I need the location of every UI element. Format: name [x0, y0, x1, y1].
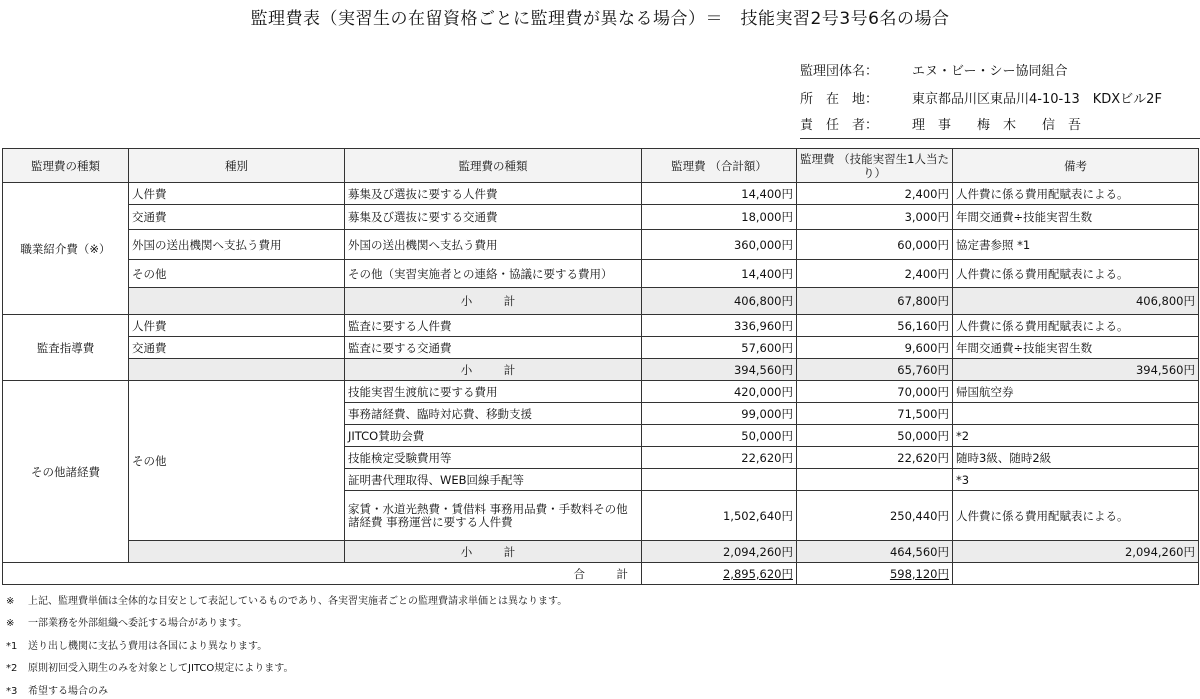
subtotal-remarks: 406,800円 — [953, 288, 1199, 315]
table-row — [3, 260, 1199, 288]
per-person-cell: 2,400円 — [797, 260, 953, 288]
table-row — [3, 183, 1199, 205]
header-kind: 監理費の種類 — [345, 149, 642, 183]
total-cell: 22,620円 — [642, 447, 797, 469]
kind-cell: 外国の送出機関へ支払う費用 — [345, 230, 642, 260]
per-person-cell: 60,000円 — [797, 230, 953, 260]
subtotal-row — [3, 359, 1199, 381]
kind-cell: 募集及び選抜に要する人件費 — [345, 183, 642, 205]
subtotal-remarks: 2,094,260円 — [953, 541, 1199, 563]
category-cell: その他諸経費 — [3, 381, 129, 563]
table-row — [3, 337, 1199, 359]
subtotal-row — [3, 541, 1199, 563]
footnote — [6, 614, 247, 629]
kind-cell: 監査に要する交通費 — [345, 337, 642, 359]
subtotal-spacer — [129, 541, 345, 563]
type-cell: その他 — [129, 381, 345, 541]
type-cell: 人件費 — [129, 183, 345, 205]
subtotal-row — [3, 288, 1199, 315]
org-name-label: 監理団体名： — [800, 64, 879, 79]
total-cell: 1,502,640円 — [642, 491, 797, 541]
org-name-row — [800, 58, 1200, 86]
per-person-cell: 2,400円 — [797, 183, 953, 205]
org-address-label: 所 在 地： — [800, 92, 879, 107]
page-title: 監理費表（実習生の在留資格ごとに監理費が異なる場合）＝ 技能実習2号3号6名の場合 — [250, 9, 950, 29]
kind-cell: その他（実習実施者との連絡・協議に要する費用） — [345, 260, 642, 288]
table-header-row — [3, 149, 1199, 183]
table-row — [3, 315, 1199, 337]
total-cell: 360,000円 — [642, 230, 797, 260]
total-cell: 14,400円 — [642, 260, 797, 288]
footnote-mark: *2 — [6, 663, 18, 674]
subtotal-per-person: 464,560円 — [797, 541, 953, 563]
kind-cell: 募集及び選抜に要する交通費 — [345, 205, 642, 230]
remarks-cell: 人件費に係る費用配賦表による。 — [953, 315, 1199, 337]
footnote-text: 送り出し機関に支払う費用は各国により異なります。 — [28, 641, 268, 652]
kind-cell: 証明書代理取得、WEB回線手配等 — [345, 469, 642, 491]
grand-total-remarks — [953, 563, 1199, 585]
per-person-cell: 71,500円 — [797, 403, 953, 425]
remarks-cell: 人件費に係る費用配賦表による。 — [953, 491, 1199, 541]
footnote — [6, 682, 108, 697]
org-name: エヌ・ビー・シー協同組合 — [912, 64, 1068, 79]
subtotal-total: 406,800円 — [642, 288, 797, 315]
grand-total-total: 2,895,620円 — [642, 563, 797, 585]
per-person-cell: 250,440円 — [797, 491, 953, 541]
org-address: 東京都品川区東品川4-10-13 KDXビル2F — [912, 92, 1162, 107]
org-responsible-row — [800, 114, 1200, 139]
type-cell: 人件費 — [129, 315, 345, 337]
remarks-cell: 年間交通費÷技能実習生数 — [953, 337, 1199, 359]
kind-cell: 技能検定受験費用等 — [345, 447, 642, 469]
table-row — [3, 381, 1199, 403]
footnote — [6, 659, 293, 674]
total-cell — [642, 469, 797, 491]
per-person-cell: 70,000円 — [797, 381, 953, 403]
per-person-cell: 9,600円 — [797, 337, 953, 359]
remarks-cell: 随時3級、随時2級 — [953, 447, 1199, 469]
subtotal-remarks: 394,560円 — [953, 359, 1199, 381]
subtotal-label: 小 計 — [345, 541, 642, 563]
footnote — [6, 637, 267, 652]
per-person-cell: 22,620円 — [797, 447, 953, 469]
type-cell: 交通費 — [129, 205, 345, 230]
category-cell: 監査指導費 — [3, 315, 129, 381]
footnote-text: 上記、監理費単価は全体的な目安として表記しているものであり、各実習実施者ごとの監理費請求単価とは異なります。 — [28, 596, 568, 607]
total-cell: 420,000円 — [642, 381, 797, 403]
grand-total-row — [3, 563, 1199, 585]
remarks-cell: 年間交通費÷技能実習生数 — [953, 205, 1199, 230]
per-person-cell — [797, 469, 953, 491]
subtotal-per-person: 65,760円 — [797, 359, 953, 381]
remarks-cell: *3 — [953, 469, 1199, 491]
header-per-person: 監理費 （技能実習生1人当たり） — [797, 149, 953, 183]
subtotal-label: 小 計 — [345, 288, 642, 315]
org-responsible-label: 責 任 者： — [800, 118, 879, 133]
kind-cell: 事務諸経費、臨時対応費、移動支援 — [345, 403, 642, 425]
table-row — [3, 205, 1199, 230]
per-person-cell: 56,160円 — [797, 315, 953, 337]
header-category: 監理費の種類 — [3, 149, 129, 183]
footnote-mark: ※ — [6, 618, 15, 629]
footnote-mark: *3 — [6, 686, 18, 697]
org-responsible: 理 事 梅 木 信 吾 — [912, 118, 1082, 133]
remarks-cell: 協定書参照 *1 — [953, 230, 1199, 260]
total-cell: 336,960円 — [642, 315, 797, 337]
header-type: 種別 — [129, 149, 345, 183]
kind-cell: 家賃・水道光熱費・賃借料 事務用品費・手数料その他諸経費 事務運営に要する人件費 — [345, 491, 642, 541]
remarks-cell: *2 — [953, 425, 1199, 447]
per-person-cell: 50,000円 — [797, 425, 953, 447]
organization-info — [800, 58, 1200, 139]
footnote-mark: ※ — [6, 596, 15, 607]
remarks-cell — [953, 403, 1199, 425]
table-row — [3, 230, 1199, 260]
subtotal-spacer — [129, 359, 345, 381]
footnote-mark: *1 — [6, 641, 18, 652]
grand-total-label: 合 計 — [3, 563, 642, 585]
fee-table — [2, 148, 1199, 585]
subtotal-label: 小 計 — [345, 359, 642, 381]
header-total: 監理費 （合計額） — [642, 149, 797, 183]
kind-cell: JITCO賛助会費 — [345, 425, 642, 447]
header-remarks: 備考 — [953, 149, 1199, 183]
remarks-cell: 人件費に係る費用配賦表による。 — [953, 260, 1199, 288]
footnote-text: 希望する場合のみ — [28, 686, 108, 697]
type-cell: 外国の送出機関へ支払う費用 — [129, 230, 345, 260]
footnote — [6, 592, 567, 607]
total-cell: 99,000円 — [642, 403, 797, 425]
type-cell: その他 — [129, 260, 345, 288]
kind-cell: 技能実習生渡航に要する費用 — [345, 381, 642, 403]
total-cell: 18,000円 — [642, 205, 797, 230]
category-cell: 職業紹介費（※） — [3, 183, 129, 315]
total-cell: 50,000円 — [642, 425, 797, 447]
per-person-cell: 3,000円 — [797, 205, 953, 230]
subtotal-total: 2,094,260円 — [642, 541, 797, 563]
remarks-cell: 帰国航空券 — [953, 381, 1199, 403]
subtotal-per-person: 67,800円 — [797, 288, 953, 315]
grand-total-per-person: 598,120円 — [797, 563, 953, 585]
footnote-text: 原則初回受入期生のみを対象としてJITCO規定によります。 — [28, 663, 294, 674]
type-cell: 交通費 — [129, 337, 345, 359]
org-address-row — [800, 86, 1200, 114]
footnote-text: 一部業務を外部組織へ委託する場合があります。 — [28, 618, 248, 629]
subtotal-spacer — [129, 288, 345, 315]
remarks-cell: 人件費に係る費用配賦表による。 — [953, 183, 1199, 205]
total-cell: 14,400円 — [642, 183, 797, 205]
kind-cell: 監査に要する人件費 — [345, 315, 642, 337]
subtotal-total: 394,560円 — [642, 359, 797, 381]
total-cell: 57,600円 — [642, 337, 797, 359]
